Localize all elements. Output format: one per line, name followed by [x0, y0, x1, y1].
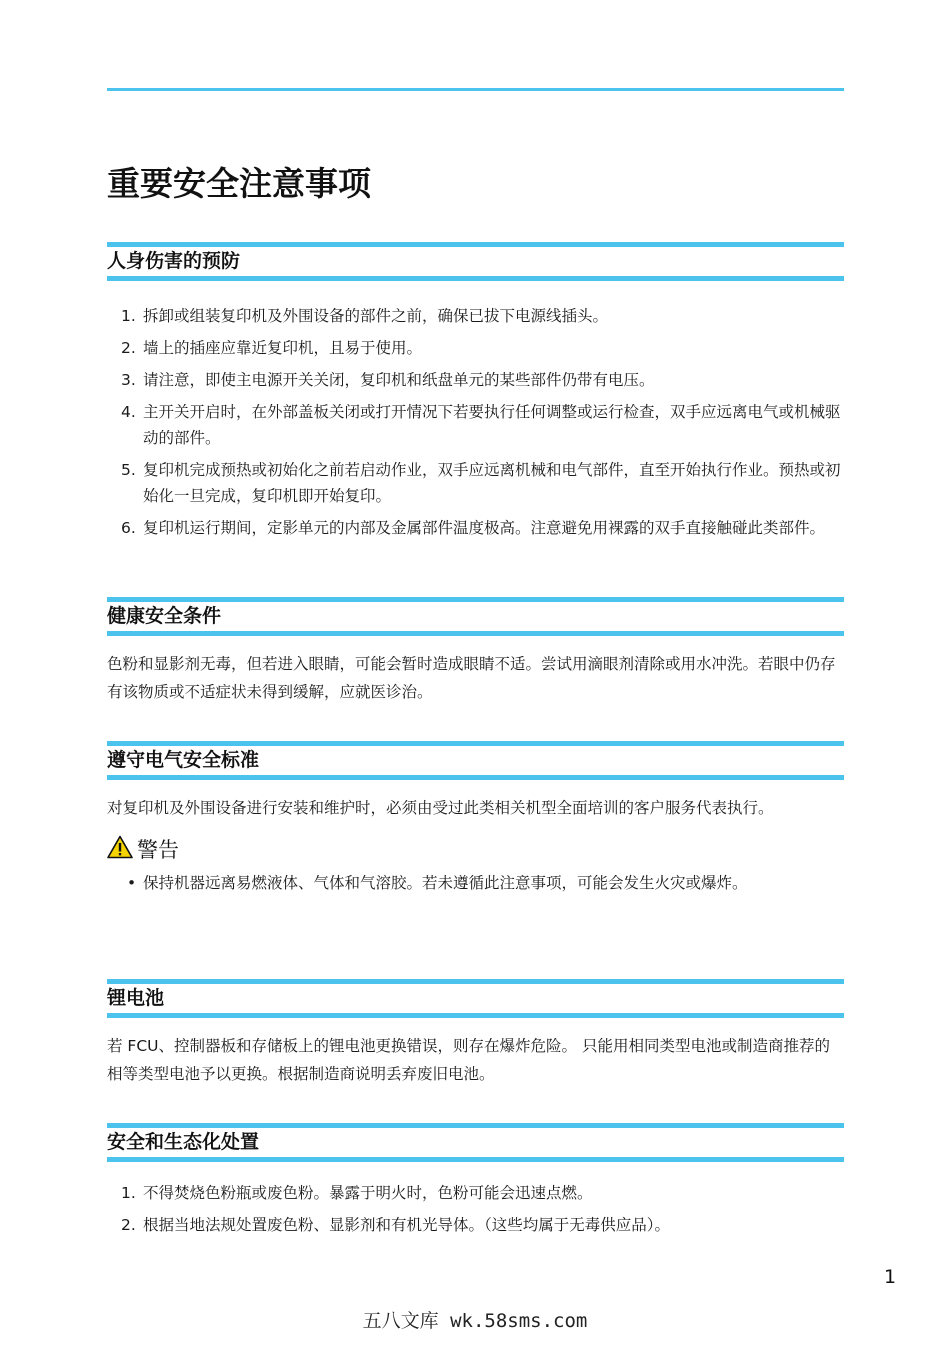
item-text: 复印机运行期间，定影单元的内部及金属部件温度极高。注意避免用裸露的双手直接触碰此类部件。	[143, 519, 826, 537]
numbered-list	[107, 303, 844, 541]
section-injury-prevention	[107, 242, 844, 547]
item-text: 复印机完成预热或初始化之前若启动作业，双手应远离机械和电气部件，直至开始执行作业。预热或初始化一旦完成，复印机即开始复印。	[143, 461, 841, 505]
section-lithium-battery	[107, 979, 844, 1088]
warning-text: 保持机器远离易燃液体、气体和气溶胶。若未遵循此注意事项，可能会发生火灾或爆炸。	[143, 874, 748, 892]
list-item	[107, 1212, 844, 1238]
list-item	[107, 1180, 844, 1206]
section-header	[107, 242, 844, 281]
section-heading: 人身伤害的预防	[107, 250, 241, 272]
item-number: 4.	[121, 403, 136, 421]
item-text: 拆卸或组装复印机及外围设备的部件之前，确保已拔下电源线插头。	[143, 307, 609, 325]
section-paragraph: 对复印机及外围设备进行安装和维护时，必须由受过此类相关机型全面培训的客户服务代表执行。	[107, 799, 774, 817]
list-item	[107, 335, 844, 361]
page-title: 重要安全注意事项	[107, 164, 371, 203]
item-text: 主开关开启时，在外部盖板关闭或打开情况下若要执行任何调整或运行检查，双手应远离电气或机械驱动的部件。	[143, 403, 841, 447]
warning-item	[107, 870, 844, 896]
item-text: 墙上的插座应靠近复印机，且易于使用。	[143, 339, 423, 357]
page-number: 1	[884, 1266, 897, 1288]
list-item	[107, 457, 844, 509]
item-number: 1.	[121, 1184, 136, 1202]
item-number: 6.	[121, 519, 136, 537]
list-item	[107, 399, 844, 451]
list-item	[107, 303, 844, 329]
warning-header	[107, 834, 844, 864]
warning-label: 警告	[137, 838, 179, 862]
item-text: 不得焚烧色粉瓶或废色粉。暴露于明火时，色粉可能会迅速点燃。	[143, 1184, 593, 1202]
item-text: 请注意，即使主电源开关关闭，复印机和纸盘单元的某些部件仍带有电压。	[143, 371, 655, 389]
warning-triangle-icon	[107, 835, 133, 863]
item-text: 根据当地法规处置废色粉、显影剂和有机光导体。（这些均属于无毒供应品）。	[143, 1216, 671, 1234]
section-header	[107, 741, 844, 780]
section-heading: 遵守电气安全标准	[107, 749, 260, 771]
item-number: 3.	[121, 371, 136, 389]
section-paragraph: 色粉和显影剂无毒，但若进入眼睛，可能会暂时造成眼睛不适。尝试用滴眼剂清除或用水冲洗。若眼中仍存有该物质或不适症状未得到缓解，应就医诊治。	[107, 655, 836, 701]
numbered-list	[107, 1180, 844, 1238]
watermark-text: 五八文库 wk.58sms.com	[362, 1310, 588, 1332]
item-number: 1.	[121, 307, 136, 325]
section-health-safety	[107, 597, 844, 706]
bullet: •	[127, 874, 137, 892]
section-header	[107, 597, 844, 636]
section-heading: 锂电池	[107, 987, 165, 1009]
section-electrical-safety	[107, 741, 844, 896]
section-paragraph: 若 FCU、控制器板和存储板上的锂电池更换错误，则存在爆炸危险。 只能用相同类型电池或制造商推荐的相等类型电池予以更换。根据制造商说明丢弃废旧电池。	[107, 1037, 830, 1083]
item-number: 2.	[121, 1216, 136, 1234]
section-eco-disposal	[107, 1123, 844, 1244]
item-number: 2.	[121, 339, 136, 357]
warning-list	[107, 870, 844, 896]
top-rule	[107, 88, 844, 91]
item-number: 5.	[121, 461, 136, 479]
section-heading: 健康安全条件	[107, 605, 222, 627]
list-item	[107, 367, 844, 393]
list-item	[107, 515, 844, 541]
section-header	[107, 979, 844, 1018]
section-heading: 安全和生态化处置	[107, 1131, 260, 1153]
section-header	[107, 1123, 844, 1162]
